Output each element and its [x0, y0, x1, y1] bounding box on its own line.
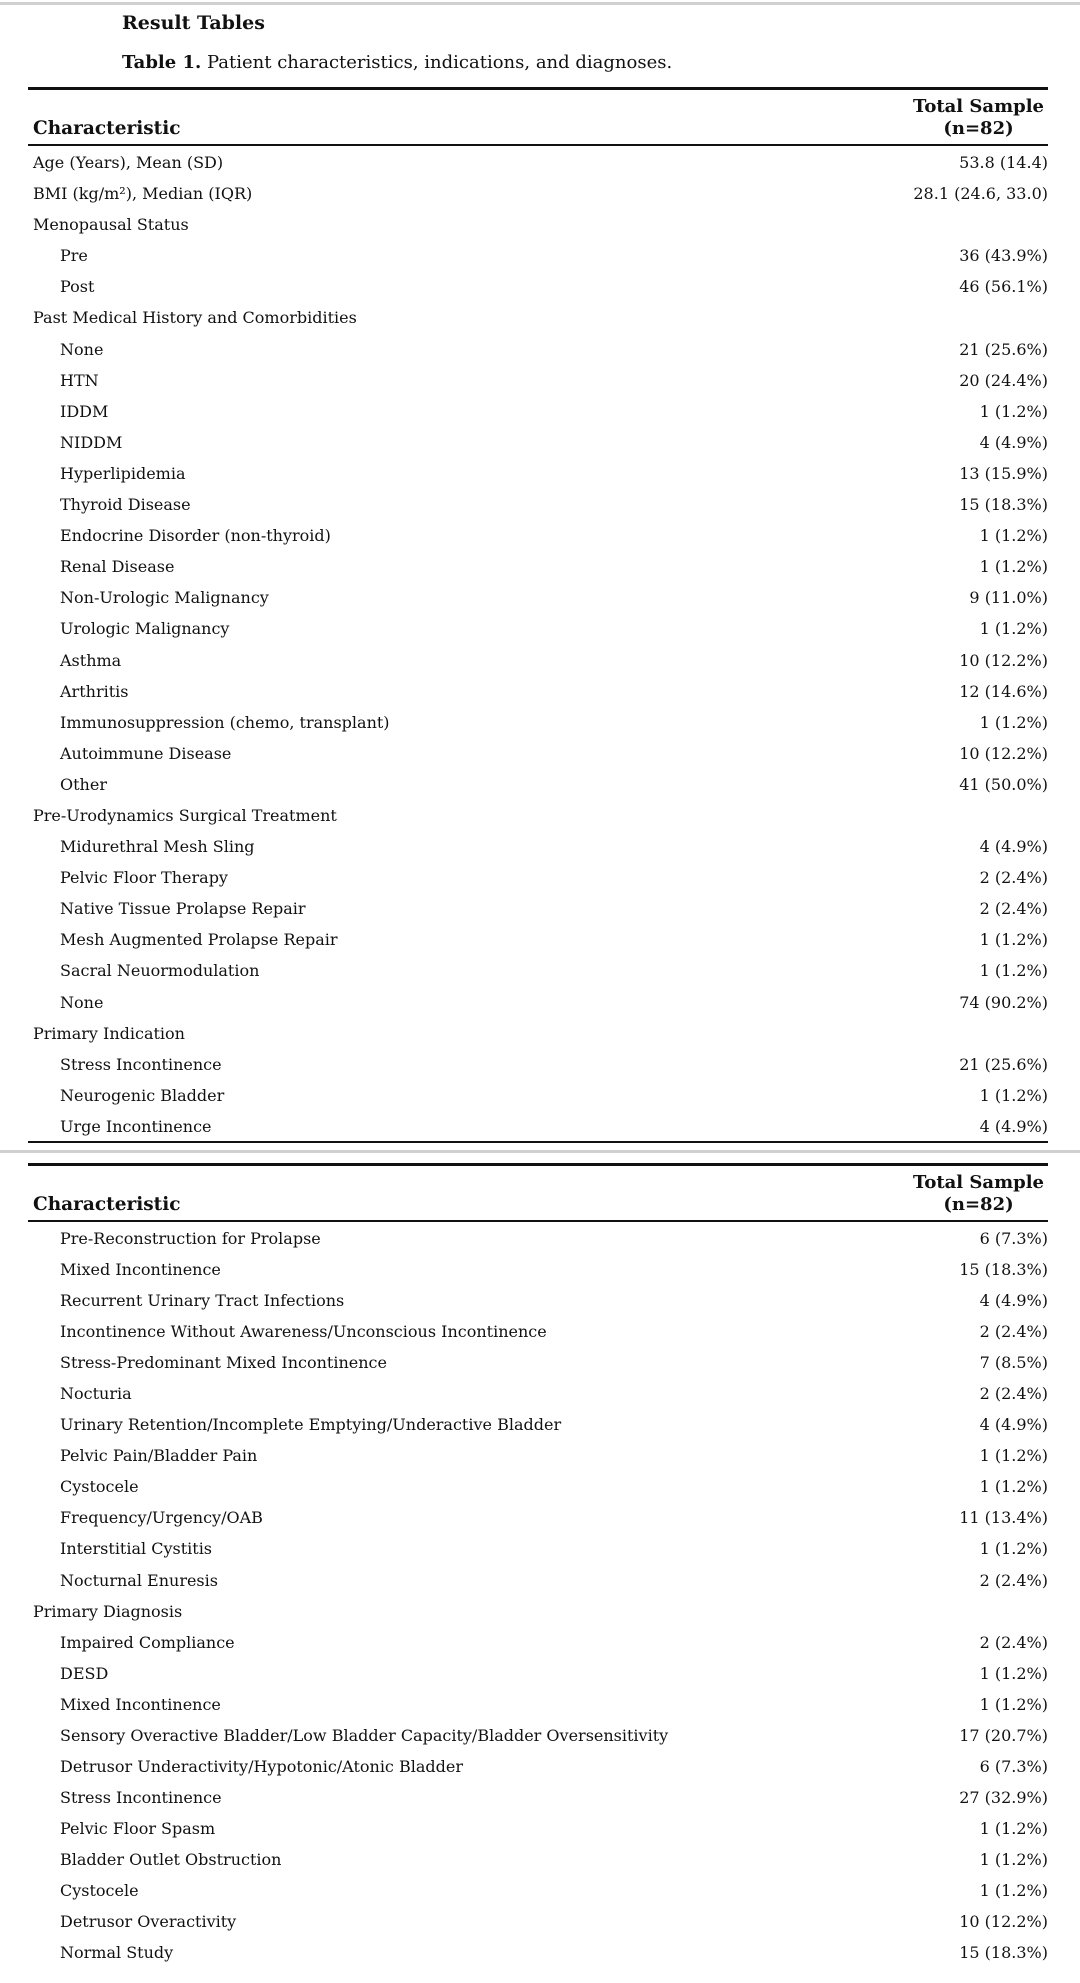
row-value: 1 (1.2%)	[979, 401, 1048, 421]
table-row	[28, 1905, 1048, 1936]
table-body	[28, 146, 1048, 1141]
row-value: 15 (18.3%)	[959, 1943, 1048, 1963]
table-row	[28, 1408, 1048, 1439]
row-value: 15 (18.3%)	[959, 1260, 1048, 1280]
row-value: 1 (1.2%)	[979, 930, 1048, 950]
table-row	[28, 1657, 1048, 1688]
row-value: 12 (14.6%)	[959, 681, 1048, 701]
table-row	[28, 1346, 1048, 1377]
row-label: Detrusor Underactivity/Hypotonic/Atonic Bladder	[60, 1756, 463, 1776]
row-value: 1 (1.2%)	[979, 1880, 1048, 1900]
table-bottom-rule	[28, 1141, 1048, 1143]
column-header-total-line1: Total Sample	[912, 96, 1044, 117]
row-value: 7 (8.5%)	[979, 1353, 1048, 1373]
table-row	[28, 1532, 1048, 1563]
table-row	[28, 457, 1048, 488]
row-value: 10 (12.2%)	[959, 650, 1048, 670]
top-divider	[0, 2, 1080, 5]
row-label: Pelvic Pain/Bladder Pain	[60, 1446, 258, 1466]
table-row	[28, 892, 1048, 923]
table-row	[28, 1253, 1048, 1284]
row-label: Stress Incontinence	[60, 1054, 222, 1074]
row-label: Nocturnal Enuresis	[60, 1570, 218, 1590]
row-label: Immunosuppression (chemo, transplant)	[60, 712, 390, 732]
row-value: 46 (56.1%)	[959, 277, 1048, 297]
table-row	[28, 581, 1048, 612]
row-label: Nocturia	[60, 1384, 132, 1404]
row-value: 2 (2.4%)	[979, 1632, 1048, 1652]
table-row	[28, 333, 1048, 364]
row-value: 41 (50.0%)	[959, 774, 1048, 794]
row-value: 13 (15.9%)	[959, 463, 1048, 483]
table-row	[28, 612, 1048, 643]
table-row	[28, 1874, 1048, 1905]
table-row	[28, 1110, 1048, 1141]
row-label: Detrusor Overactivity	[60, 1912, 237, 1932]
row-value: 27 (32.9%)	[959, 1787, 1048, 1807]
row-value: 2 (2.4%)	[979, 868, 1048, 888]
row-label: Primary Diagnosis	[33, 1601, 183, 1621]
row-label: Post	[60, 277, 95, 297]
table-row	[28, 1501, 1048, 1532]
row-label: Pelvic Floor Therapy	[60, 868, 228, 888]
row-value: 1 (1.2%)	[979, 961, 1048, 981]
row-value: 1 (1.2%)	[979, 557, 1048, 577]
table-row	[28, 488, 1048, 519]
row-value: 10 (12.2%)	[959, 1912, 1048, 1932]
table-row	[28, 861, 1048, 892]
table-row	[28, 1564, 1048, 1595]
row-label: Menopausal Status	[33, 215, 189, 235]
row-value: 2 (2.4%)	[979, 1570, 1048, 1590]
row-label: Impaired Compliance	[60, 1632, 235, 1652]
row-label: Frequency/Urgency/OAB	[60, 1508, 263, 1528]
table-caption-text: Patient characteristics, indications, and diagnoses.	[201, 52, 673, 73]
row-value: 1 (1.2%)	[979, 1477, 1048, 1497]
row-label: Cystocele	[60, 1477, 139, 1497]
row-label: Asthma	[60, 650, 122, 670]
row-label: Mixed Incontinence	[60, 1694, 221, 1714]
row-label: Midurethral Mesh Sling	[60, 837, 255, 857]
table-row	[28, 768, 1048, 799]
row-value: 1 (1.2%)	[979, 712, 1048, 732]
row-value: 1 (1.2%)	[979, 1818, 1048, 1838]
row-value: 2 (2.4%)	[979, 1384, 1048, 1404]
column-header-characteristic: Characteristic	[33, 1194, 181, 1215]
row-label: Mixed Incontinence	[60, 1260, 221, 1280]
table-row	[28, 550, 1048, 581]
table-row	[28, 1750, 1048, 1781]
row-label: BMI (kg/m²), Median (IQR)	[33, 184, 253, 204]
row-value: 4 (4.9%)	[979, 837, 1048, 857]
row-label: Pre	[60, 246, 88, 266]
row-label: Interstitial Cystitis	[60, 1539, 213, 1559]
table-group-row	[28, 301, 1048, 332]
row-label: NIDDM	[60, 432, 123, 452]
column-header-total-sample	[913, 96, 1044, 140]
row-label: Urologic Malignancy	[60, 619, 230, 639]
row-label: Age (Years), Mean (SD)	[33, 153, 224, 172]
table-row	[28, 395, 1048, 426]
table-caption-label: Table 1.	[122, 52, 202, 73]
row-value: 21 (25.6%)	[959, 339, 1048, 359]
row-label: Stress Incontinence	[60, 1787, 222, 1807]
table-row	[28, 270, 1048, 301]
table-group-row	[28, 1595, 1048, 1626]
row-value: 4 (4.9%)	[979, 1116, 1048, 1136]
row-value: 4 (4.9%)	[979, 1415, 1048, 1435]
row-label: Sensory Overactive Bladder/Low Bladder Capacity/Bladder Oversensitivity	[60, 1725, 669, 1745]
row-value: 10 (12.2%)	[959, 743, 1048, 763]
row-value: 17 (20.7%)	[959, 1725, 1048, 1745]
row-label: Other	[60, 774, 107, 794]
table-row	[28, 644, 1048, 675]
row-label: Incontinence Without Awareness/Unconscious Incontinence	[60, 1322, 547, 1342]
row-label: None	[60, 992, 104, 1012]
table-group-row	[28, 799, 1048, 830]
row-value: 6 (7.3%)	[979, 1756, 1048, 1776]
row-label: Native Tissue Prolapse Repair	[60, 899, 306, 919]
row-value: 28.1 (24.6, 33.0)	[913, 184, 1048, 204]
row-value: 1 (1.2%)	[979, 526, 1048, 546]
table-row	[28, 1812, 1048, 1843]
row-value: 4 (4.9%)	[979, 1291, 1048, 1311]
table-group-row	[28, 1017, 1048, 1048]
table-row	[28, 1626, 1048, 1657]
row-value: 9 (11.0%)	[969, 588, 1048, 608]
table-header	[28, 87, 1048, 146]
table-row	[28, 706, 1048, 737]
row-label: Pre-Reconstruction for Prolapse	[60, 1229, 321, 1248]
column-header-total-line2: (n=82)	[943, 118, 1014, 139]
table-group-row	[28, 177, 1048, 208]
row-value: 1 (1.2%)	[979, 1539, 1048, 1559]
row-value: 15 (18.3%)	[959, 495, 1048, 515]
row-label: Stress-Predominant Mixed Incontinence	[60, 1353, 387, 1373]
row-label: Pre-Urodynamics Surgical Treatment	[33, 805, 337, 825]
row-label: Hyperlipidemia	[60, 463, 186, 483]
table-row	[28, 364, 1048, 395]
table-row	[28, 1377, 1048, 1408]
row-value: 21 (25.6%)	[959, 1054, 1048, 1074]
table-group-row	[28, 146, 1048, 177]
table-row	[28, 1688, 1048, 1719]
page-break-divider	[0, 1150, 1080, 1153]
table-row	[28, 675, 1048, 706]
table-row	[28, 830, 1048, 861]
row-value: 2 (2.4%)	[979, 899, 1048, 919]
column-header-total-sample	[913, 1172, 1044, 1216]
row-label: Sacral Neuormodulation	[60, 961, 260, 981]
table-row	[28, 239, 1048, 270]
row-label: HTN	[60, 370, 99, 390]
row-label: Autoimmune Disease	[60, 743, 232, 763]
row-label: Thyroid Disease	[60, 495, 191, 515]
table-header	[28, 1163, 1048, 1222]
row-label: Non-Urologic Malignancy	[60, 588, 269, 608]
row-label: Bladder Outlet Obstruction	[60, 1849, 282, 1869]
row-label: Past Medical History and Comorbidities	[33, 308, 357, 328]
row-label: DESD	[60, 1663, 109, 1683]
row-value: 1 (1.2%)	[979, 1446, 1048, 1466]
row-label: IDDM	[60, 401, 109, 421]
table-row	[28, 519, 1048, 550]
row-value: 4 (4.9%)	[979, 432, 1048, 452]
column-header-characteristic: Characteristic	[33, 118, 181, 139]
table-row	[28, 426, 1048, 457]
table-row	[28, 954, 1048, 985]
table-row	[28, 986, 1048, 1017]
row-label: Renal Disease	[60, 557, 175, 577]
row-label: None	[60, 339, 104, 359]
table-row	[28, 1719, 1048, 1750]
table-group-row	[28, 208, 1048, 239]
row-label: Cystocele	[60, 1880, 139, 1900]
table-row	[28, 1470, 1048, 1501]
table-row	[28, 1048, 1048, 1079]
table-body	[28, 1222, 1048, 1967]
section-title: Result Tables	[122, 12, 265, 34]
table-row	[28, 737, 1048, 768]
row-value: 2 (2.4%)	[979, 1322, 1048, 1342]
row-value: 1 (1.2%)	[979, 1694, 1048, 1714]
table-row	[28, 1222, 1048, 1253]
row-value: 74 (90.2%)	[959, 992, 1048, 1012]
table-row	[28, 1284, 1048, 1315]
row-label: Urinary Retention/Incomplete Emptying/Underactive Bladder	[60, 1415, 562, 1435]
column-header-total-line2: (n=82)	[943, 1194, 1014, 1215]
table-row	[28, 1315, 1048, 1346]
table-part-2	[28, 1163, 1048, 1967]
row-label: Endocrine Disorder (non-thyroid)	[60, 526, 331, 546]
row-value: 53.8 (14.4)	[959, 153, 1048, 172]
row-label: Recurrent Urinary Tract Infections	[60, 1291, 345, 1311]
row-value: 6 (7.3%)	[979, 1229, 1048, 1248]
row-value: 1 (1.2%)	[979, 619, 1048, 639]
table-row	[28, 923, 1048, 954]
row-value: 20 (24.4%)	[959, 370, 1048, 390]
row-label: Normal Study	[60, 1943, 174, 1963]
table-part-1	[28, 87, 1048, 1143]
row-value: 1 (1.2%)	[979, 1663, 1048, 1683]
table-row	[28, 1936, 1048, 1967]
row-label: Neurogenic Bladder	[60, 1085, 225, 1105]
row-label: Primary Indication	[33, 1023, 185, 1043]
row-value: 1 (1.2%)	[979, 1849, 1048, 1869]
row-label: Mesh Augmented Prolapse Repair	[60, 930, 338, 950]
row-label: Urge Incontinence	[60, 1116, 212, 1136]
column-header-total-line1: Total Sample	[912, 1172, 1044, 1193]
table-row	[28, 1439, 1048, 1470]
table-row	[28, 1843, 1048, 1874]
table-caption	[122, 52, 672, 73]
table-row	[28, 1781, 1048, 1812]
row-value: 11 (13.4%)	[959, 1508, 1048, 1528]
row-value: 36 (43.9%)	[959, 246, 1048, 266]
row-label: Arthritis	[60, 681, 129, 701]
row-value: 1 (1.2%)	[979, 1085, 1048, 1105]
table-row	[28, 1079, 1048, 1110]
row-label: Pelvic Floor Spasm	[60, 1818, 216, 1838]
